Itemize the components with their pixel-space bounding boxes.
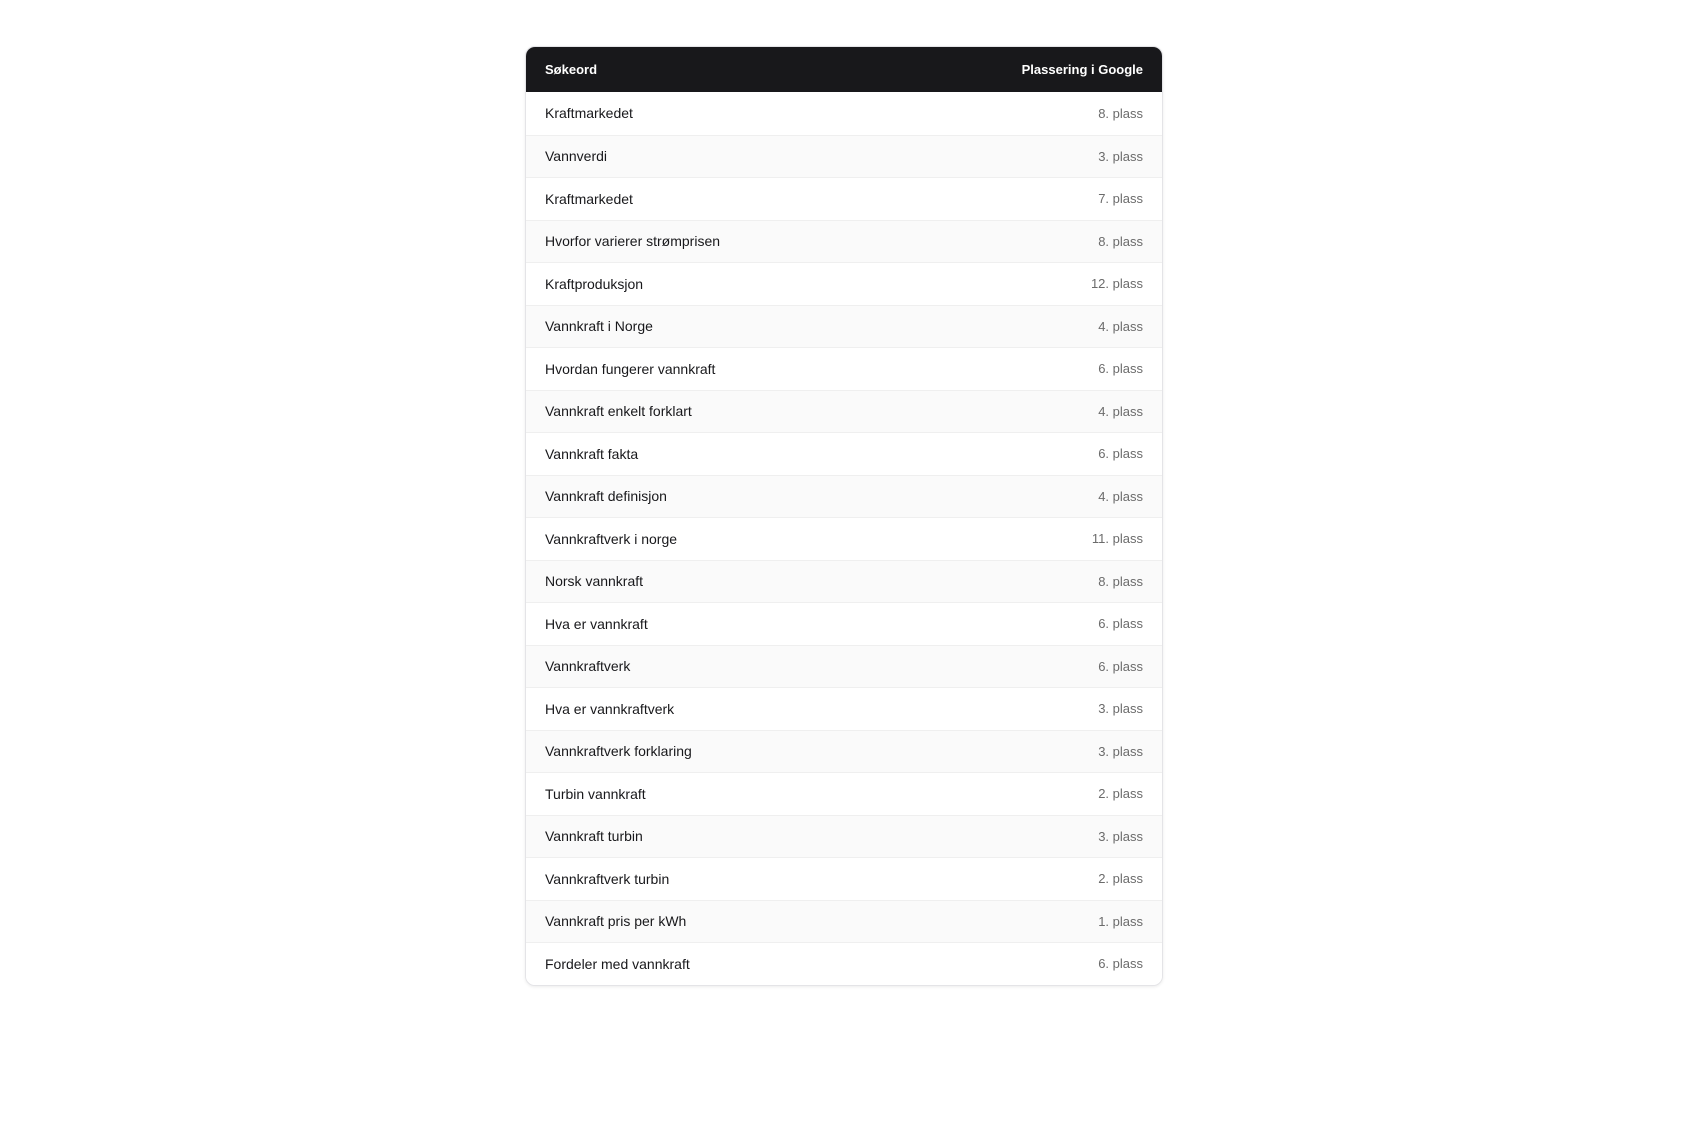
keyword-cell: Vannkraft turbin	[545, 828, 643, 845]
keyword-cell: Kraftproduksjon	[545, 275, 644, 292]
position-cell: 6. plass	[1098, 616, 1143, 632]
table-row	[526, 177, 1162, 220]
position-cell: 8. plass	[1098, 233, 1143, 249]
table-row	[526, 900, 1162, 943]
table-body	[526, 92, 1162, 985]
table-row	[526, 942, 1162, 985]
keyword-cell: Fordeler med vannkraft	[545, 955, 690, 972]
position-cell: 3. plass	[1098, 743, 1143, 759]
keyword-cell: Turbin vannkraft	[545, 785, 646, 802]
position-cell: 12. plass	[1090, 276, 1143, 292]
position-cell: 3. plass	[1098, 828, 1143, 844]
header-position: Plassering i Google	[1021, 62, 1143, 77]
table-row	[526, 687, 1162, 730]
table-row	[526, 517, 1162, 560]
table-row	[526, 220, 1162, 263]
keyword-cell: Norsk vannkraft	[545, 573, 644, 590]
table-row	[526, 135, 1162, 178]
position-cell: 6. plass	[1098, 361, 1143, 377]
keyword-cell: Hvordan fungerer vannkraft	[545, 360, 716, 377]
position-cell: 3. plass	[1098, 148, 1143, 164]
table-row	[526, 305, 1162, 348]
table-row	[526, 262, 1162, 305]
table-row	[526, 390, 1162, 433]
header-keyword: Søkeord	[545, 62, 598, 77]
position-cell: 8. plass	[1098, 573, 1143, 589]
position-cell: 2. plass	[1098, 786, 1143, 802]
keyword-ranking-table	[525, 46, 1163, 986]
table-row	[526, 602, 1162, 645]
keyword-cell: Vannverdi	[545, 148, 608, 165]
table-row	[526, 772, 1162, 815]
table-header	[526, 47, 1162, 92]
table-row	[526, 730, 1162, 773]
position-cell: 4. plass	[1098, 318, 1143, 334]
keyword-cell: Vannkraftverk	[545, 658, 631, 675]
keyword-cell: Kraftmarkedet	[545, 190, 633, 207]
table-row	[526, 857, 1162, 900]
keyword-cell: Hvorfor varierer strømprisen	[545, 233, 721, 250]
keyword-cell: Vannkraft fakta	[545, 445, 639, 462]
keyword-cell: Hva er vannkraft	[545, 615, 648, 632]
position-cell: 7. plass	[1098, 191, 1143, 207]
keyword-cell: Vannkraftverk turbin	[545, 870, 670, 887]
keyword-cell: Hva er vannkraftverk	[545, 700, 675, 717]
position-cell: 4. plass	[1098, 403, 1143, 419]
keyword-cell: Vannkraft enkelt forklart	[545, 403, 692, 420]
table-row	[526, 347, 1162, 390]
page-container	[525, 46, 1163, 986]
keyword-cell: Vannkraft pris per kWh	[545, 913, 687, 930]
position-cell: 4. plass	[1098, 488, 1143, 504]
position-cell: 8. plass	[1098, 105, 1143, 121]
table-row	[526, 815, 1162, 858]
position-cell: 11. plass	[1091, 531, 1143, 547]
keyword-cell: Vannkraftverk i norge	[545, 530, 678, 547]
table-row	[526, 560, 1162, 603]
keyword-cell: Vannkraftverk forklaring	[545, 743, 692, 760]
position-cell: 6. plass	[1098, 956, 1143, 972]
position-cell: 6. plass	[1098, 446, 1143, 462]
table-row	[526, 645, 1162, 688]
position-cell: 2. plass	[1098, 871, 1143, 887]
position-cell: 3. plass	[1098, 701, 1143, 717]
position-cell: 6. plass	[1098, 658, 1143, 674]
keyword-cell: Vannkraft i Norge	[545, 318, 653, 335]
keyword-cell: Vannkraft definisjon	[545, 488, 667, 505]
position-cell: 1. plass	[1098, 913, 1143, 929]
keyword-cell: Kraftmarkedet	[545, 105, 633, 122]
table-row	[526, 92, 1162, 135]
table-row	[526, 475, 1162, 518]
table-row	[526, 432, 1162, 475]
